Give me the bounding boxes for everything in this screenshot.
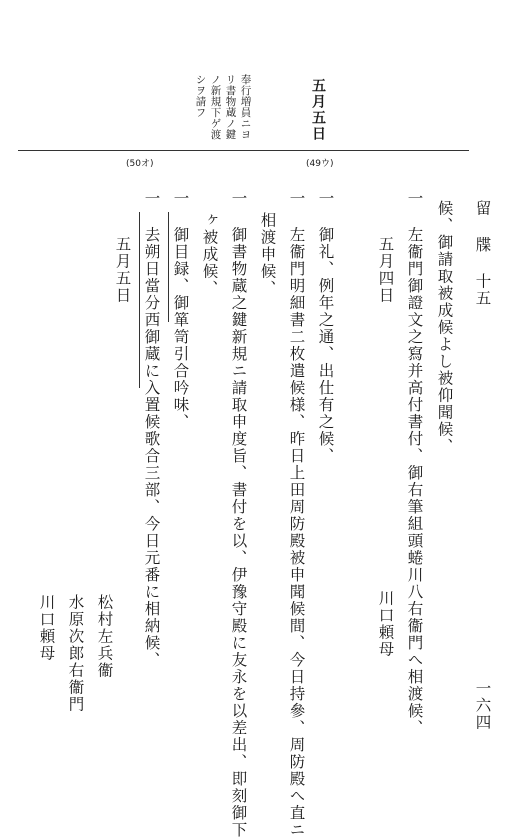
running-header: 留 牒 十五 [473, 200, 492, 307]
continuation-line: ヶ被成候、 [200, 212, 219, 297]
margin-note-line: ノ新規下ゲ渡 [209, 74, 222, 140]
vertical-rule [168, 212, 169, 322]
entry-line: 一 左衞門明細書二枚遣候様、昨日上田周防殿被申聞候間、今日持參、周防殿へ直ニ [287, 190, 306, 839]
signature: 水原次郎右衞門 [66, 594, 85, 713]
section-divider [18, 150, 469, 151]
vertical-rule [139, 212, 140, 388]
folio-marker-49: (49ウ) [306, 159, 334, 169]
signature: 松村左兵衞 [95, 594, 114, 679]
page-number: 一六四 [473, 680, 492, 731]
entry-line: 一 去朔日當分西御蔵に入置候歌合三部、今日元番に相納候、 [142, 190, 161, 669]
entry-line: 一 御目録、御箪笥引合吟味、 [171, 190, 190, 431]
margin-note-line: シヲ請フ [194, 74, 207, 118]
margin-note-line: 奉行増員ニヨ [239, 74, 252, 140]
date-heading: 五月五日 [310, 78, 326, 142]
folio-marker-50: (50オ) [126, 159, 154, 169]
entry-line: 一 左衞門御證文之寫并高付書付、御右筆組頭蜷川八右衞門へ相渡候、 [405, 190, 424, 737]
signature: 川口頼母 [37, 594, 56, 662]
text-column: 候、御請取被成候よし被仰聞候、 [435, 200, 454, 455]
signature: 川口頼母 [376, 590, 395, 658]
entry-line: 一 御礼、例年之通、出仕有之候、 [316, 190, 335, 465]
margin-note-line: リ書物蔵ノ鍵 [224, 74, 237, 140]
date-line: 五月四日 [376, 236, 395, 304]
continuation-line: 相渡申候、 [258, 212, 277, 297]
entry-line: 一 御書物蔵之鍵新規ニ請取申度旨、書付を以、伊豫守殿に友永を以差出、即刻御下 [229, 190, 248, 839]
date-line: 五月五日 [113, 236, 132, 304]
